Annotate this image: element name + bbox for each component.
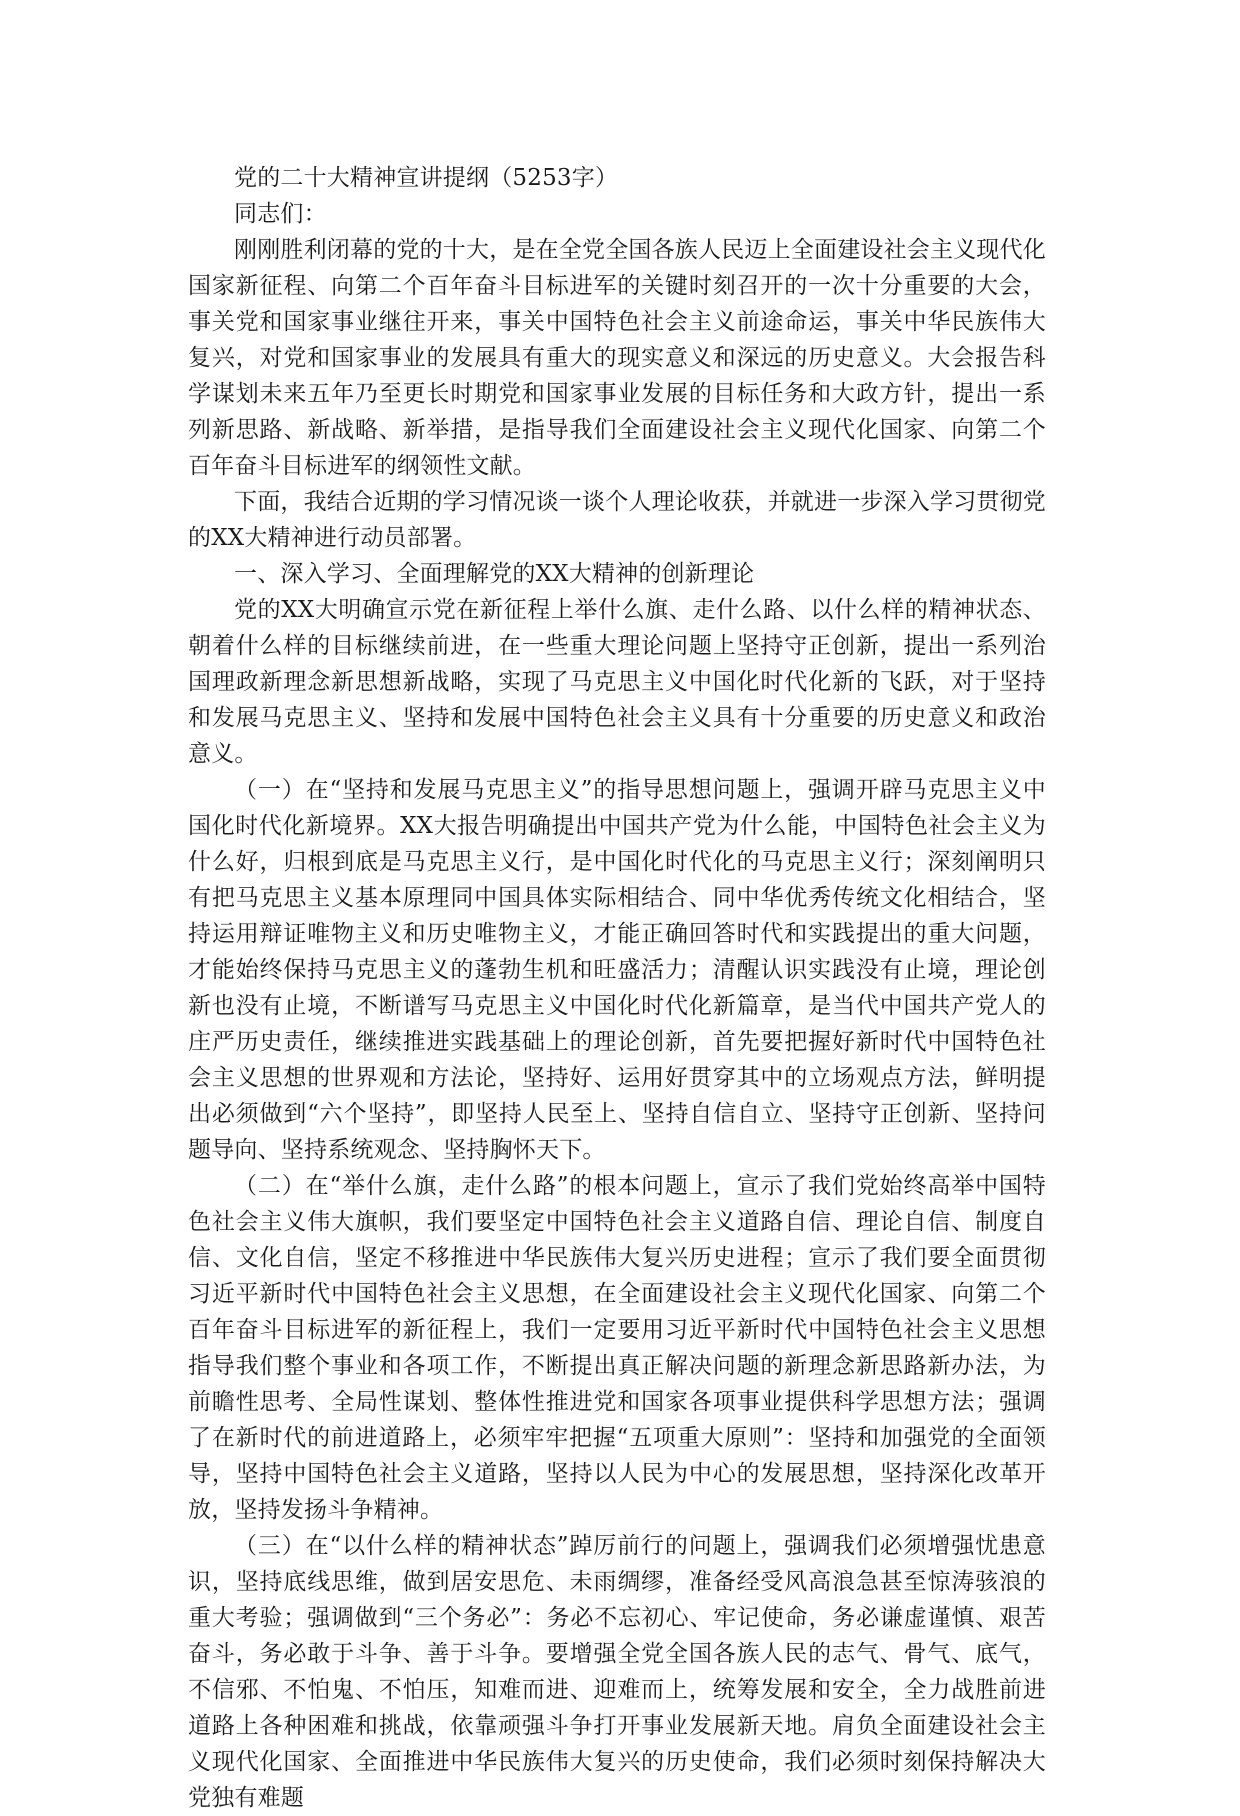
document-title: 党的二十大精神宣讲提纲（5253字） — [234, 165, 619, 191]
section-heading-1: 一、深入学习、全面理解党的XX大精神的创新理论 — [234, 561, 755, 587]
paragraph-point-3: （三）在“以什么样的精神状态”踔厉前行的问题上，强调我们必须增强忧患意识，坚持底线思维，做到居安思危、未雨绸缪，准备经受风高浪急甚至惊涛骇浪的重大考验；强调做到“三个务必”：务必不忘初心、牢记使命，务必谦虚谨慎、艰苦奋斗，务必敢于斗争、善于斗争。要增强全党全国各族人民的志气、骨气、底气，不信邪、不怕鬼、不怕压，知难而进、迎难而上，统筹发展和安全，全力战胜前进道路上各种困难和挑战，依靠顽强斗争打开事业发展新天地。肩负全面建设社会主义现代化国家、全面推进中华民族伟大复兴的历史使命，我们必须时刻保持解决大党独有难题 — [188, 1533, 1046, 1811]
document-body — [188, 160, 1046, 1816]
paragraph-point-1: （一）在“坚持和发展马克思主义”的指导思想问题上，强调开辟马克思主义中国化时代化新境界。XX大报告明确提出中国共产党为什么能，中国特色社会主义为什么好，归根到底是马克思主义行，是中国化时代化的马克思主义行；深刻阐明只有把马克思主义基本原理同中国具体实际相结合、同中华优秀传统文化相结合，坚持运用辩证唯物主义和历史唯物主义，才能正确回答时代和实践提出的重大问题，才能始终保持马克思主义的蓬勃生机和旺盛活力；清醒认识实践没有止境，理论创新也没有止境，不断谱写马克思主义中国化时代化新篇章，是当代中国共产党人的庄严历史责任，继续推进实践基础上的理论创新，首先要把握好新时代中国特色社会主义思想的世界观和方法论，坚持好、运用好贯穿其中的立场观点方法，鲜明提出必须做到“六个坚持”，即坚持人民至上、坚持自信自立、坚持守正创新、坚持问题导向、坚持系统观念、坚持胸怀天下。 — [188, 777, 1046, 1163]
paragraph-transition: 下面，我结合近期的学习情况谈一谈个人理论收获，并就进一步深入学习贯彻党的XX大精神进行动员部署。 — [188, 489, 1046, 551]
paragraph-point-2: （二）在“举什么旗，走什么路”的根本问题上，宣示了我们党始终高举中国特色社会主义伟大旗帜，我们要坚定中国特色社会主义道路自信、理论自信、制度自信、文化自信，坚定不移推进中华民族伟大复兴历史进程；宣示了我们要全面贯彻习近平新时代中国特色社会主义思想，在全面建设社会主义现代化国家、向第二个百年奋斗目标进军的新征程上，我们一定要用习近平新时代中国特色社会主义思想指导我们整个事业和各项工作，不断提出真正解决问题的新理念新思路新办法，为前瞻性思考、全局性谋划、整体性推进党和国家各项事业提供科学思想方法；强调了在新时代的前进道路上，必须牢牢把握“五项重大原则”：坚持和加强党的全面领导，坚持中国特色社会主义道路，坚持以人民为中心的发展思想，坚持深化改革开放，坚持发扬斗争精神。 — [188, 1173, 1046, 1523]
paragraph-intro: 刚刚胜利闭幕的党的十大，是在全党全国各族人民迈上全面建设社会主义现代化国家新征程、向第二个百年奋斗目标进军的关键时刻召开的一次十分重要的大会，事关党和国家事业继往开来，事关中国特色社会主义前途命运，事关中华民族伟大复兴，对党和国家事业的发展具有重大的现实意义和深远的历史意义。大会报告科学谋划未来五年乃至更长时期党和国家事业发展的目标任务和大政方针，提出一系列新思路、新战略、新举措，是指导我们全面建设社会主义现代化国家、向第二个百年奋斗目标进军的纲领性文献。 — [188, 237, 1046, 479]
salutation: 同志们： — [234, 201, 327, 227]
paragraph-section-1-intro: 党的XX大明确宣示党在新征程上举什么旗、走什么路、以什么样的精神状态、朝着什么样的目标继续前进，在一些重大理论问题上坚持守正创新，提出一系列治国理政新理念新思想新战略，实现了马克思主义中国化时代化新的飞跃，对于坚持和发展马克思主义、坚持和发展中国特色社会主义具有十分重要的历史意义和政治意义。 — [188, 597, 1046, 767]
